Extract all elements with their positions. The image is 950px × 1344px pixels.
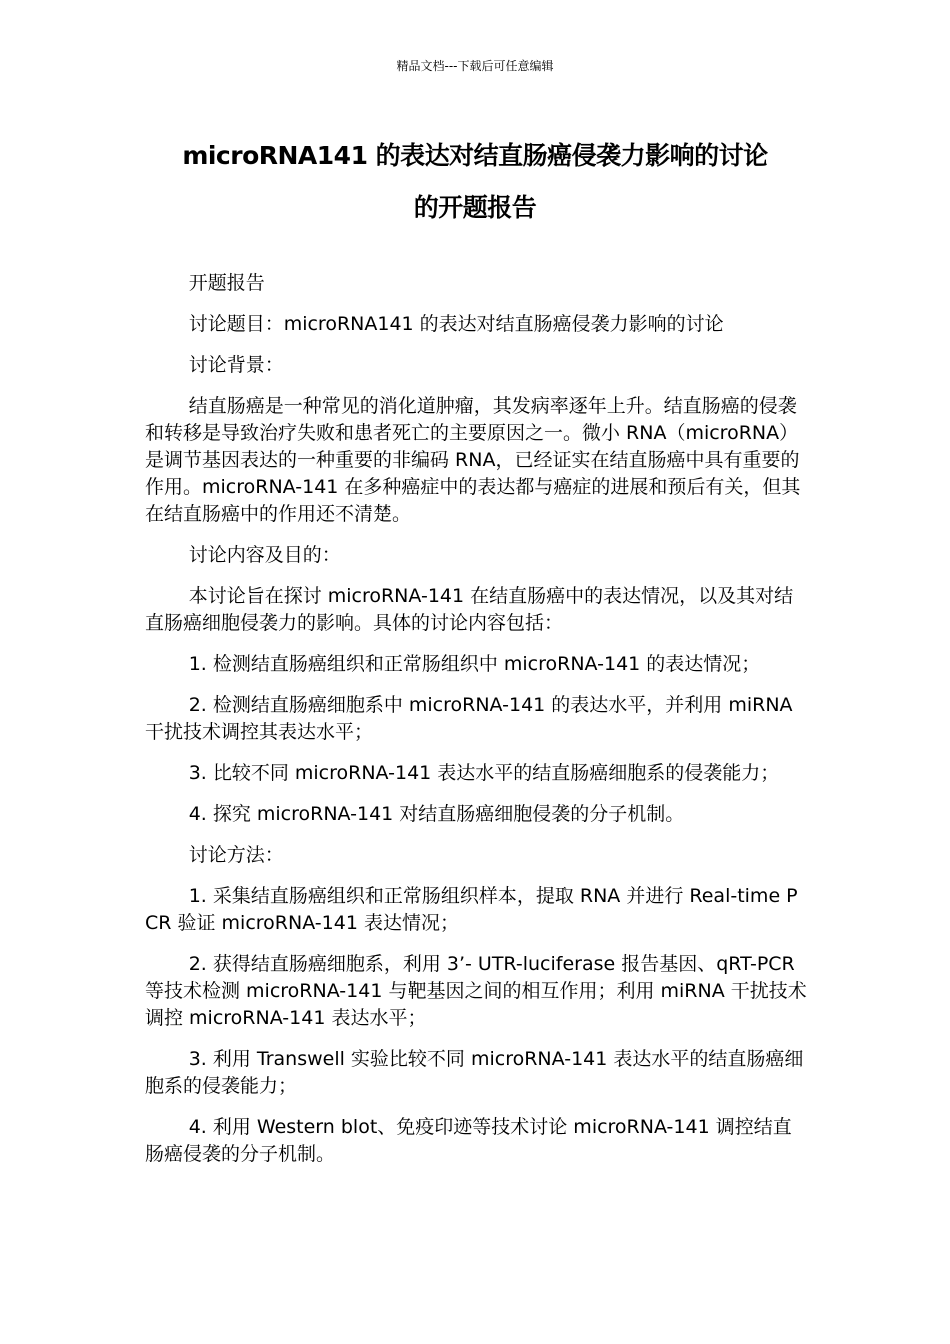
- section-heading-methods: 讨论方法：: [188, 844, 284, 866]
- document-title-line-2: 的开题报告: [413, 193, 537, 222]
- method-item-3: 3. 利用 Transwell 实验比较不同 microRNA-141 表达水平的结直肠癌细胞系的侵袭能力；: [145, 1048, 804, 1097]
- content-item-1: 1. 检测结直肠癌组织和正常肠组织中 microRNA-141 的表达情况；: [188, 653, 761, 675]
- content-item-2: 2. 检测结直肠癌细胞系中 microRNA-141 的表达水平，并利用 miRNA 干扰技术调控其表达水平；: [145, 694, 793, 743]
- content-item-4: 4. 探究 microRNA-141 对结直肠癌细胞侵袭的分子机制。: [188, 803, 685, 825]
- background-paragraph: 结直肠癌是一种常见的消化道肿瘤，其发病率逐年上升。结直肠癌的侵袭和转移是导致治疗失败和患者死亡的主要原因之一。微小 RNA（microRNA）是调节基因表达的一种重要的非编码 RNA，已经证实在结直肠癌中具有重要的作用。microRNA-141 在多种癌症中的表达都与癌症的进展和预后有关，但其在结直肠癌中的作用还不清楚。: [145, 395, 801, 525]
- method-item-4: 4. 利用 Western blot、免疫印迹等技术讨论 microRNA-141 调控结直肠癌侵袭的分子机制。: [145, 1116, 792, 1165]
- page-header-note: 精品文档---下载后可任意编辑: [396, 59, 554, 73]
- section-heading-background: 讨论背景：: [188, 354, 284, 376]
- method-item-1: 1. 采集结直肠癌组织和正常肠组织样本，提取 RNA 并进行 Real-time PCR 验证 microRNA-141 表达情况；: [145, 885, 798, 934]
- method-item-2: 2. 获得结直肠癌细胞系，利用 3’- UTR-luciferase 报告基因、qRT-PCR 等技术检测 microRNA-141 与靶基因之间的相互作用；利用 miRNA 干扰技术调控 microRNA-141 表达水平；: [145, 953, 807, 1029]
- document-title-line-1: microRNA141 的表达对结直肠癌侵袭力影响的讨论: [182, 141, 768, 170]
- topic-line: 讨论题目：microRNA141 的表达对结直肠癌侵袭力影响的讨论: [188, 313, 724, 335]
- section-heading-report: 开题报告: [188, 272, 265, 294]
- document-title: [120, 130, 830, 234]
- content-item-3: 3. 比较不同 microRNA-141 表达水平的结直肠癌细胞系的侵袭能力；: [188, 762, 780, 784]
- content-intro-paragraph: 本讨论旨在探讨 microRNA-141 在结直肠癌中的表达情况，以及其对结直肠癌细胞侵袭力的影响。具体的讨论内容包括：: [145, 585, 794, 634]
- section-heading-content: 讨论内容及目的：: [188, 544, 341, 566]
- document-body: [145, 270, 807, 1182]
